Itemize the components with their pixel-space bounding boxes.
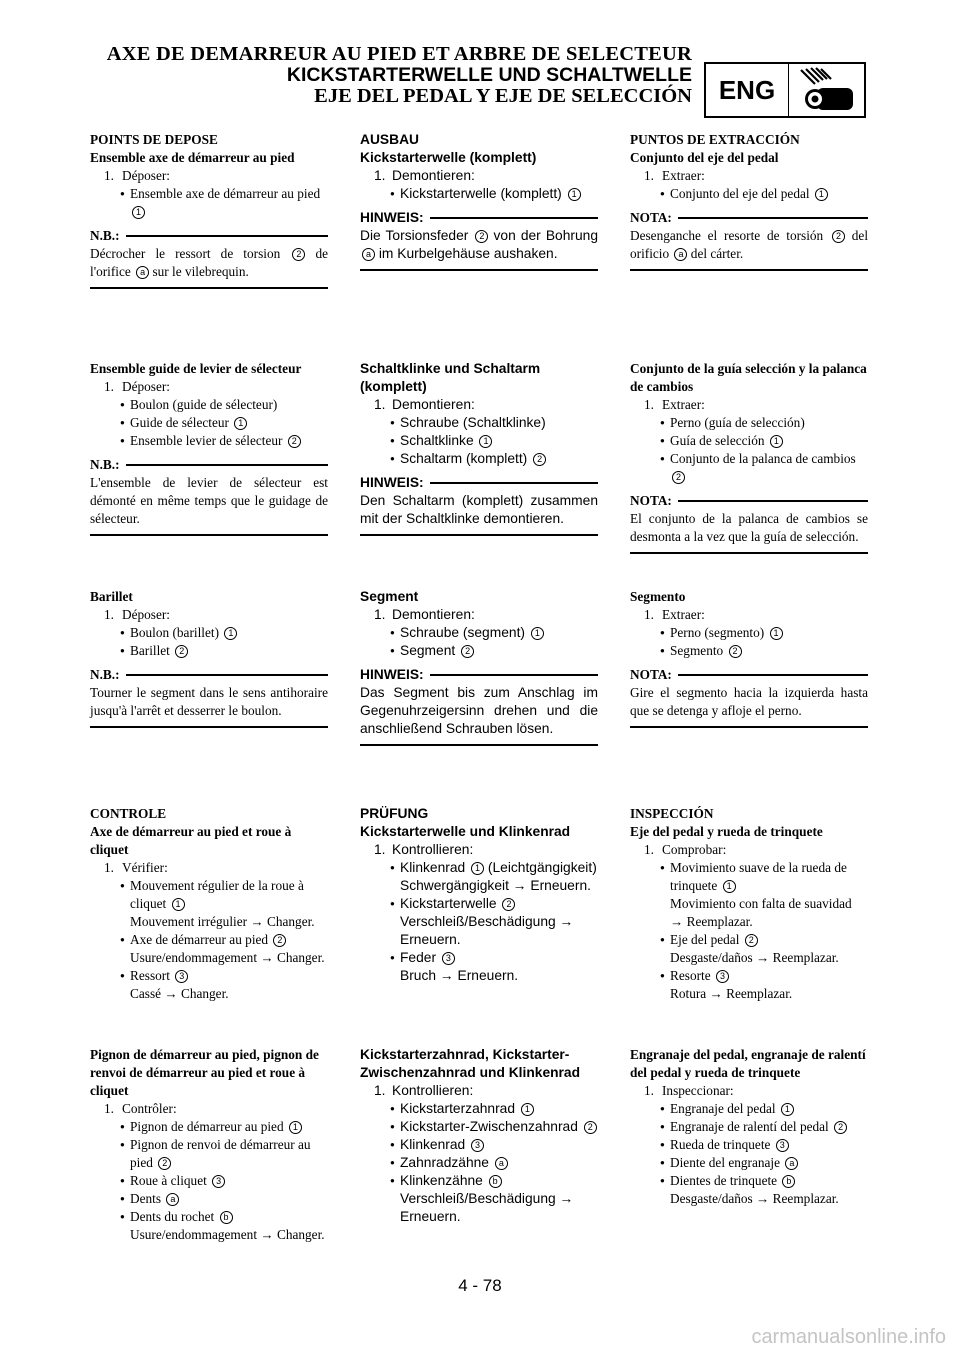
note-text: Desenganche el resorte de torsión 2 del orificio a del cárter. (630, 228, 869, 261)
subsection-heading: Engranaje del pedal, engranaje de ralentí del pedal y rueda de trinquete (630, 1047, 866, 1080)
page-number: 4 - 78 (458, 1276, 502, 1295)
item-result: Usure/endommagement → Changer. (130, 1227, 325, 1242)
es-removal-shift (630, 360, 868, 554)
list-item: ● Dientes de trinquete b (630, 1172, 868, 1190)
step: 1. Vérifier: (104, 860, 168, 875)
subsection-heading: Ensemble guide de levier de sélecteur (90, 361, 302, 376)
list-item: ● Dents du rochet b (90, 1208, 328, 1226)
de-removal-shift (360, 360, 598, 536)
list-item: ● Ressort 3 (90, 967, 328, 985)
list-item: ● Conjunto del eje del pedal 1 (630, 185, 868, 203)
list-item: ● Ensemble axe de démarreur au pied 1 (90, 185, 328, 221)
note-text: Gire el segmento hacia la izquierda hasta que se detenga y afloje el perno. (630, 685, 868, 718)
fr-removal-kick (90, 131, 328, 289)
item-result: Movimiento con falta de suavidad → Reemplazar. (670, 896, 852, 929)
note-text: Décrocher le ressort de torsion 2 de l'orifice a sur le vilebrequin. (90, 246, 328, 279)
note-heading: NOTA: (630, 492, 868, 510)
section-heading: POINTS DE DEPOSE (90, 132, 218, 147)
list-item: ● Diente del engranaje a (630, 1154, 868, 1172)
note-heading: HINWEIS: (360, 474, 598, 492)
step: 1. Comprobar: (644, 842, 727, 857)
fr-removal-segment (90, 588, 328, 728)
title-german: KICKSTARTERWELLE UND SCHALTWELLE (286, 64, 692, 86)
list-item: ● Dents a (90, 1190, 328, 1208)
list-item: ● Perno (segmento) 1 (630, 624, 868, 642)
section-heading: AUSBAU (360, 132, 420, 147)
list-item: ● Guide de sélecteur 1 (90, 414, 328, 432)
list-item: ● Ensemble levier de sélecteur 2 (90, 432, 328, 450)
subsection-heading: Conjunto de la guía selección y la palanca de cambios (630, 361, 867, 394)
list-item: ● Boulon (guide de sélecteur) (90, 396, 328, 414)
list-item: ● Kickstarterwelle 2 (360, 895, 598, 913)
list-item: ● Feder 3 (360, 949, 598, 967)
list-item: ● Pignon de renvoi de démarreur au pied 2 (90, 1136, 328, 1172)
subsection-heading: Conjunto del eje del pedal (630, 150, 779, 165)
engine-icon (789, 64, 864, 116)
list-item: ● Engranaje de ralentí del pedal 2 (630, 1118, 868, 1136)
note-text: L'ensemble de levier de sélecteur est démonté en même temps que le guidage de sélecteur. (90, 475, 328, 526)
list-item: ● Mouvement régulier de la roue à cliquet 1 (90, 877, 328, 913)
de-inspection (360, 805, 598, 985)
list-item: ● Engranaje del pedal 1 (630, 1100, 868, 1118)
note-heading: N.B.: (90, 227, 328, 245)
subsection-heading: Kickstarterzahnrad, Kickstarter-Zwischenzahnrad und Klinkenrad (360, 1047, 581, 1080)
step: 1. Demontieren: (374, 397, 475, 412)
subsection-heading: Pignon de démarreur au pied, pignon de renvoi de démarreur au pied et roue à cliquet (90, 1047, 319, 1098)
list-item: ● Schaltarm (komplett) 2 (360, 450, 598, 468)
note-heading: N.B.: (90, 456, 328, 474)
note-text: El conjunto de la palanca de cambios se desmonta a la vez que la guía de selección. (630, 511, 868, 544)
step: 1. Demontieren: (374, 607, 475, 622)
list-item: ● Klinkenzähne b (360, 1172, 598, 1190)
subsection-heading: Segmento (630, 589, 686, 604)
list-item: ● Kickstarter-Zwischenzahnrad 2 (360, 1118, 598, 1136)
list-item: ● Segment 2 (360, 642, 598, 660)
subsection-heading: Eje del pedal y rueda de trinquete (630, 824, 823, 839)
note-text: Den Schaltarm (komplett) zusammen mit der Schaltklinke demontieren. (360, 493, 598, 526)
list-item: ● Segmento 2 (630, 642, 868, 660)
list-item: ● Pignon de démarreur au pied 1 (90, 1118, 328, 1136)
step: 1. Inspeccionar: (644, 1083, 734, 1098)
note-heading: HINWEIS: (360, 209, 598, 227)
list-item: ● Perno (guía de selección) (630, 414, 868, 432)
title-spanish: EJE DEL PEDAL Y EJE DE SELECCIÓN (314, 85, 692, 107)
step: 1. Kontrollieren: (374, 1083, 474, 1098)
fr-inspection-gears (90, 1046, 328, 1244)
list-item: ● Klinkenrad 1 (Leichtgängigkeit) (360, 859, 598, 877)
item-result: Mouvement irrégulier → Changer. (130, 914, 315, 929)
subsection-heading: Schaltklinke und Schaltarm (komplett) (360, 361, 541, 394)
de-removal-kick (360, 131, 598, 271)
fr-removal-shift (90, 360, 328, 536)
list-item: ● Rueda de trinquete 3 (630, 1136, 868, 1154)
item-result: Bruch → Erneuern. (400, 968, 519, 983)
list-item: ● Eje del pedal 2 (630, 931, 868, 949)
de-removal-segment (360, 588, 598, 746)
page-header (107, 44, 692, 107)
list-item: ● Schraube (Schaltklinke) (360, 414, 598, 432)
step: 1. Déposer: (104, 379, 170, 394)
title-french: AXE DE DEMARREUR AU PIED ET ARBRE DE SELECTEUR (106, 43, 692, 65)
note-heading: HINWEIS: (360, 666, 598, 684)
step: 1. Demontieren: (374, 168, 475, 183)
item-result: Cassé → Changer. (130, 986, 229, 1001)
list-item: ● Kickstarterzahnrad 1 (360, 1100, 598, 1118)
subsection-heading: Ensemble axe de démarreur au pied (90, 150, 295, 165)
item-result: Verschleiß/Beschädigung → Erneuern. (400, 914, 574, 947)
list-item: ● Movimiento suave de la rueda de trinquete 1 (630, 859, 868, 895)
es-inspection (630, 805, 868, 1003)
note-heading: N.B.: (90, 666, 328, 684)
list-item: ● Kickstarterwelle (komplett) 1 (360, 185, 598, 203)
section-heading: PUNTOS DE EXTRACCIÓN (630, 132, 800, 147)
step: 1. Déposer: (104, 168, 170, 183)
subsection-heading: Segment (360, 589, 419, 604)
list-item: ● Conjunto de la palanca de cambios 2 (630, 450, 868, 486)
list-item: ● Schaltklinke 1 (360, 432, 598, 450)
item-result: Verschleiß/Beschädigung → Erneuern. (400, 1191, 574, 1224)
section-heading: PRÜFUNG (360, 806, 429, 821)
step: 1. Extraer: (644, 607, 705, 622)
note-text: Tourner le segment dans le sens antihoraire jusqu'à l'arrêt et desserrer le boulon. (90, 685, 328, 718)
list-item: ● Klinkenrad 3 (360, 1136, 598, 1154)
note-heading: NOTA: (630, 209, 868, 227)
step: 1. Déposer: (104, 607, 170, 622)
es-inspection-gears (630, 1046, 868, 1208)
es-removal-segment (630, 588, 868, 728)
subsection-heading: Axe de démarreur au pied et roue à cliquet (90, 824, 292, 857)
de-inspection-gears (360, 1046, 598, 1226)
note-text: Die Torsionsfeder 2 von der Bohrung a im Kurbelgehäuse aushaken. (360, 228, 599, 261)
note-heading: NOTA: (630, 666, 868, 684)
list-item: ● Guía de selección 1 (630, 432, 868, 450)
item-result: Schwergängigkeit → Erneuern. (400, 878, 591, 893)
item-result: Rotura → Reemplazar. (670, 986, 793, 1001)
subsection-heading: Kickstarterwelle und Klinkenrad (360, 824, 571, 839)
list-item: ● Barillet 2 (90, 642, 328, 660)
section-heading: INSPECCIÓN (630, 806, 714, 821)
list-item: ● Schraube (segment) 1 (360, 624, 598, 642)
item-result: Desgaste/daños → Reemplazar. (670, 1191, 839, 1206)
item-result: Usure/endommagement → Changer. (130, 950, 325, 965)
section-heading: CONTROLE (90, 806, 167, 821)
callout-1: 1 (132, 206, 145, 219)
note-text: Das Segment bis zum Anschlag im Gegenuhrzeigersinn drehen und die anschließend Schrauben lösen. (360, 685, 598, 736)
list-item: ● Roue à cliquet 3 (90, 1172, 328, 1190)
item-result: Desgaste/daños → Reemplazar. (670, 950, 839, 965)
step: 1. Contrôler: (104, 1101, 177, 1116)
list-item: ● Resorte 3 (630, 967, 868, 985)
subsection-heading: Barillet (90, 589, 133, 604)
list-item: ● Zahnradzähne a (360, 1154, 598, 1172)
step: 1. Extraer: (644, 397, 705, 412)
section-badge (704, 62, 866, 118)
subsection-heading: Kickstarterwelle (komplett) (360, 150, 537, 165)
es-removal-kick (630, 131, 868, 271)
step: 1. Extraer: (644, 168, 705, 183)
step: 1. Kontrollieren: (374, 842, 474, 857)
list-item: ● Boulon (barillet) 1 (90, 624, 328, 642)
badge-label: ENG (706, 64, 789, 116)
fr-inspection (90, 805, 328, 1003)
watermark: carmanualsonline.info (751, 1326, 946, 1348)
list-item: ● Axe de démarreur au pied 2 (90, 931, 328, 949)
